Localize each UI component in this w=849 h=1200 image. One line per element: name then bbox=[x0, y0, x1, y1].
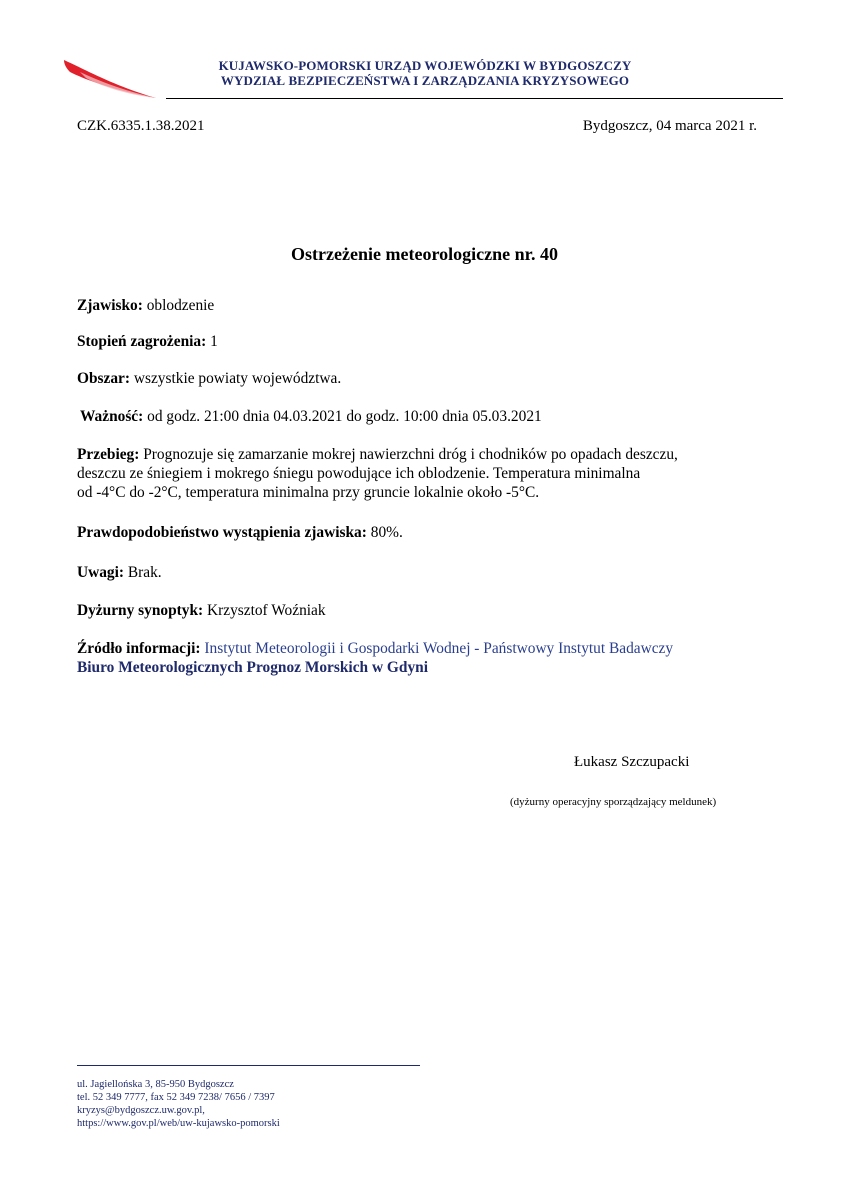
probability-field bbox=[77, 523, 757, 542]
course-text-line-2: deszczu ze śniegiem i mokrego śniegu powodujące ich oblodzenie. Temperatura minimalna bbox=[77, 465, 641, 482]
header-divider bbox=[166, 98, 783, 99]
validity-label: Ważność: bbox=[80, 408, 144, 425]
phenomenon-field bbox=[77, 296, 757, 315]
validity-value: od godz. 21:00 dnia 04.03.2021 do godz. 10:00 dnia 05.03.2021 bbox=[147, 408, 542, 425]
validity-field bbox=[80, 407, 760, 426]
course-label: Przebieg: bbox=[77, 446, 140, 463]
source-bureau: Biuro Meteorologicznych Prognoz Morskich w Gdyni bbox=[77, 659, 428, 676]
notes-field bbox=[77, 563, 757, 582]
document-number: CZK.6335.1.38.2021 bbox=[77, 118, 205, 134]
signer-role: (dyżurny operacyjny sporządzający meldunek) bbox=[510, 796, 717, 808]
forecaster-label: Dyżurny synoptyk: bbox=[77, 602, 204, 619]
area-field bbox=[77, 369, 757, 388]
threat-level-field bbox=[77, 332, 757, 351]
probability-value: 80%. bbox=[370, 524, 403, 541]
course-field bbox=[77, 445, 757, 502]
threat-level-value: 1 bbox=[210, 333, 218, 350]
department-name: WYDZIAŁ BEZPIECZEŃSTWA I ZARZĄDZANIA KRYZYSOWEGO bbox=[220, 73, 630, 88]
footer-address: ul. Jagiellońska 3, 85-950 Bydgoszcz bbox=[77, 1079, 234, 1090]
footer-phone: tel. 52 349 7777, fax 52 349 7238/ 7656 / 7397 bbox=[77, 1092, 275, 1103]
source-label: Źródło informacji: bbox=[77, 640, 201, 657]
office-logo-swoosh-icon bbox=[60, 50, 160, 102]
forecaster-field bbox=[77, 601, 757, 620]
organization-name: KUJAWSKO-POMORSKI URZĄD WOJEWÓDZKI W BYDGOSZCZY bbox=[218, 58, 632, 73]
area-value: wszystkie powiaty województwa. bbox=[133, 370, 342, 387]
threat-level-label: Stopień zagrożenia: bbox=[77, 333, 207, 350]
footer-divider bbox=[77, 1065, 420, 1066]
forecaster-value: Krzysztof Woźniak bbox=[207, 602, 326, 619]
phenomenon-label: Zjawisko: bbox=[77, 297, 143, 314]
notes-value: Brak. bbox=[127, 564, 162, 581]
place-and-date: Bydgoszcz, 04 marca 2021 r. bbox=[582, 118, 757, 134]
notes-label: Uwagi: bbox=[77, 564, 125, 581]
probability-label: Prawdopodobieństwo wystąpienia zjawiska: bbox=[77, 524, 367, 541]
footer-email[interactable]: kryzys@bydgoszcz.uw.gov.pl, bbox=[77, 1105, 205, 1116]
course-text-line-3: od -4°C do -2°C, temperatura minimalna przy gruncie lokalnie około -5°C. bbox=[77, 484, 540, 501]
phenomenon-value: oblodzenie bbox=[146, 297, 215, 314]
source-field bbox=[77, 639, 757, 677]
document-title: Ostrzeżenie meteorologiczne nr. 40 bbox=[291, 244, 558, 264]
area-label: Obszar: bbox=[77, 370, 131, 387]
signer-name: Łukasz Szczupacki bbox=[574, 754, 690, 770]
source-institute: Instytut Meteorologii i Gospodarki Wodnej - Państwowy Instytut Badawczy bbox=[204, 640, 674, 657]
course-text-line-1: Prognozuje się zamarzanie mokrej nawierzchni dróg i chodników po opadach deszczu, bbox=[143, 446, 678, 463]
footer-website[interactable]: https://www.gov.pl/web/uw-kujawsko-pomorski bbox=[77, 1118, 280, 1129]
